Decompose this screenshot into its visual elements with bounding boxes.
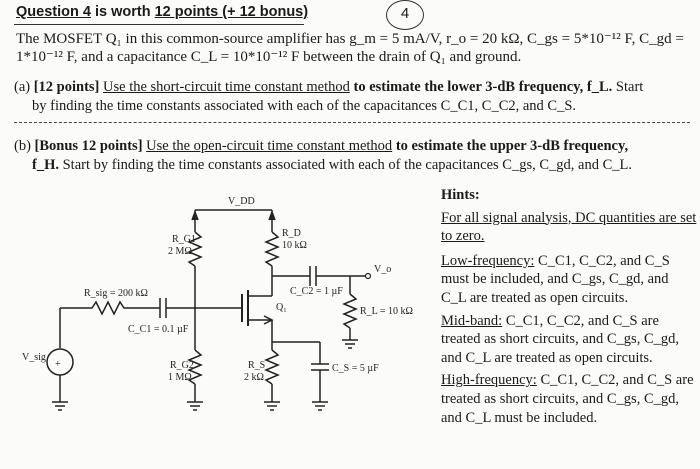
- question-label: Question 4: [16, 4, 91, 20]
- hints-panel: [441, 186, 697, 427]
- vo-terminal: [366, 274, 371, 279]
- rsig-resistor: [60, 302, 140, 314]
- part-b-points: [Bonus 12 points]: [34, 138, 143, 154]
- part-a-label: (a): [14, 79, 31, 95]
- rs-value: 2 kΩ: [244, 372, 264, 383]
- handwritten-question-number: 4: [386, 0, 424, 30]
- part-a-line-2: by finding the time constants associated with each of the capacitances C_C1, C_C2, and C_S.: [32, 98, 577, 114]
- part-b: [14, 137, 698, 175]
- part-b-label: (b): [14, 138, 31, 154]
- hint-dc: For all signal analysis, DC quantities are set to zero.: [441, 209, 697, 245]
- rd-resistor: [266, 232, 278, 266]
- rg1-value: 2 MΩ: [168, 246, 192, 257]
- hint-high-head: High-frequency:: [441, 372, 537, 389]
- rs-resistor: [266, 350, 278, 384]
- part-b-rest: Start by finding the time constants associated with each of the capacitances C_gs, C_gd, and C_L.: [58, 157, 632, 173]
- hint-low-frequency: [441, 252, 697, 308]
- cc1-label: C_C1 = 0.1 µF: [128, 324, 189, 335]
- rsig-label: R_sig = 200 kΩ: [84, 288, 148, 299]
- part-b-fh: f_H.: [32, 157, 59, 173]
- vsig-label: V_sig: [22, 352, 46, 363]
- rd-value: 10 kΩ: [282, 240, 307, 251]
- dashed-separator: [14, 122, 690, 123]
- rl-resistor: [344, 294, 356, 328]
- question-header: [16, 4, 308, 20]
- header-underline: [14, 24, 304, 25]
- amplifier-schematic: [20, 190, 440, 460]
- part-a-rest: Start: [612, 79, 644, 95]
- hint-mid-body: C_C1, C_C2, and C_S are treated as short circuits, and C_gs, C_gd, and C_L are treated as open circuits.: [441, 312, 679, 366]
- rg2-label: R_G2: [170, 360, 194, 371]
- rl-label: R_L = 10 kΩ: [360, 306, 413, 317]
- ground-icon: [52, 340, 358, 410]
- part-a: [14, 78, 694, 116]
- part-b-goal: to estimate the upper 3-dB frequency,: [392, 138, 629, 154]
- cc2-label: C_C2 = 1 µF: [290, 286, 343, 297]
- points-text: 12 points (+ 12 bonus): [154, 4, 309, 20]
- hint-high-frequency: [441, 371, 697, 427]
- hint-mid-head: Mid-band:: [441, 312, 503, 329]
- hint-mid-band: [441, 312, 697, 368]
- part-a-method: Use the short-circuit time constant method: [103, 79, 350, 95]
- rg2-value: 1 MΩ: [168, 372, 192, 383]
- vdd-label: V_DD: [228, 196, 255, 207]
- intro-line-1: The MOSFET Q₁ in this common-source amplifier has g_m = 5 mA/V, r_o = 20 kΩ, C_gs = 5*10⁻¹² F, C_gd =: [16, 31, 684, 47]
- part-a-points: [12 points]: [33, 79, 100, 95]
- cs-label: C_S = 5 µF: [332, 363, 379, 374]
- intro-line-2: 1*10⁻¹² F, and a capacitance C_L = 10*10⁻¹² F between the drain of Q₁ and ground.: [16, 49, 522, 65]
- vo-label: V_o: [374, 264, 392, 275]
- hints-title: Hints:: [441, 187, 480, 203]
- vdd-arrow-icon: [192, 212, 198, 220]
- rg1-label: R_G1: [172, 234, 196, 245]
- plus-icon: +: [55, 359, 61, 370]
- problem-intro: [16, 30, 696, 66]
- part-b-method: Use the open-circuit time constant method: [146, 138, 393, 154]
- rd-label: R_D: [282, 228, 301, 239]
- hint-low-body: C_C1, C_C2, and C_S must be included, and C_gs, C_gd, and C_L are treated as open circuits.: [441, 252, 670, 306]
- hint-high-body: C_C1, C_C2, and C_S are treated as short circuits, and C_gs, C_gd, and C_L must be included.: [441, 372, 694, 426]
- q1-label: Q₁: [276, 302, 287, 313]
- part-a-goal: to estimate the lower 3-dB frequency, f_L.: [349, 79, 613, 95]
- worth-text: is worth: [90, 4, 155, 20]
- hint-low-head: Low-frequency:: [441, 252, 535, 269]
- rs-label: R_S: [248, 360, 266, 371]
